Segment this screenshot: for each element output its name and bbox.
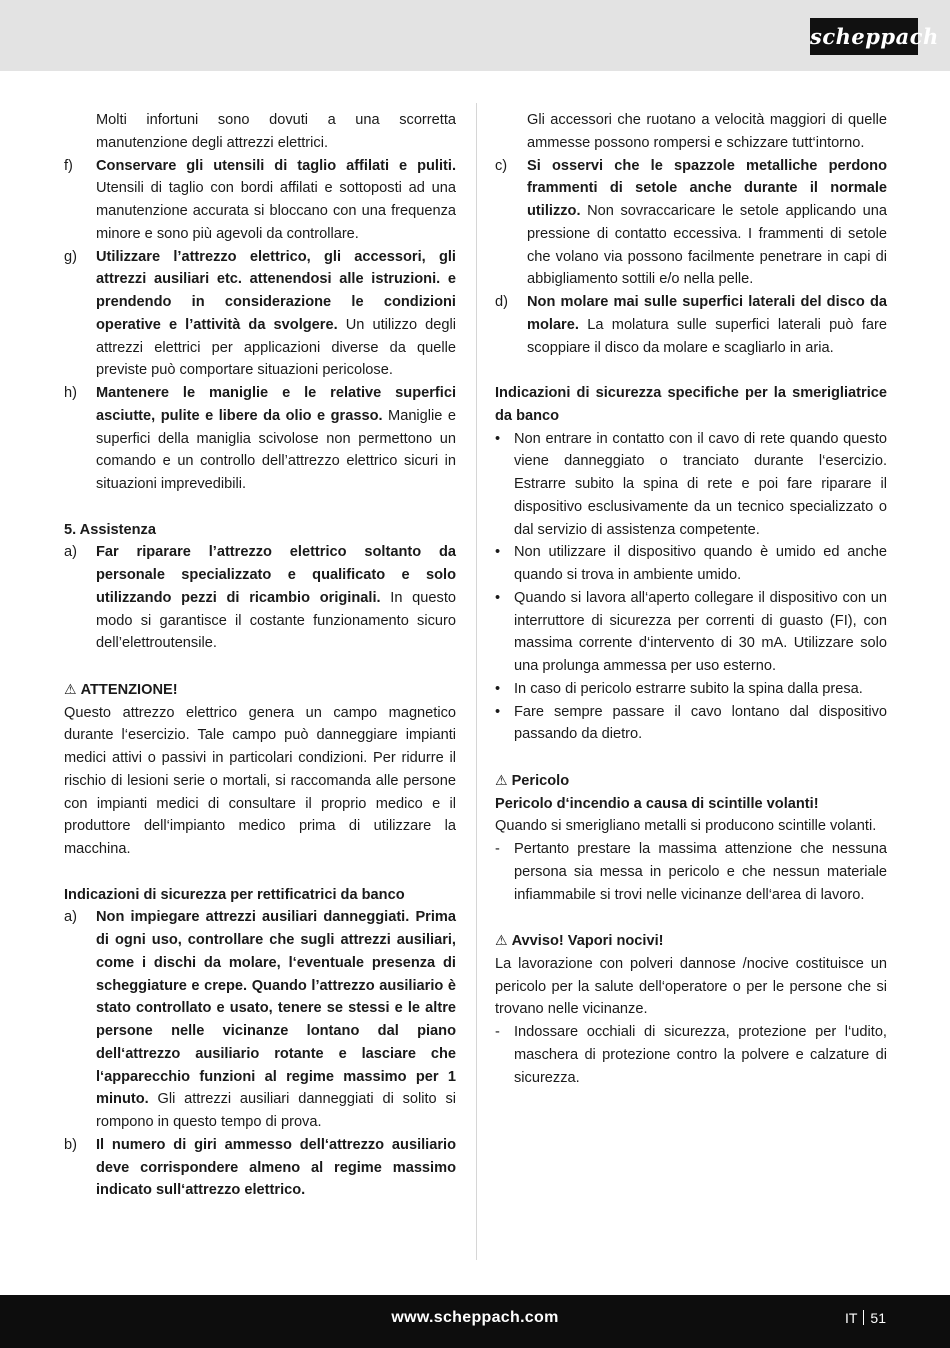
dash-marker: - — [495, 841, 500, 857]
website-link[interactable]: www.scheppach.com — [391, 1309, 559, 1326]
warning-icon: ⚠ — [64, 680, 77, 697]
subheading-text: Pericolo d‘incendio a causa di scintille volanti! — [495, 795, 819, 812]
item-marker: d) — [495, 294, 508, 310]
list-item-f — [64, 155, 456, 246]
dash-text: Indossare occhiali di sicurezza, protezione per l‘udito, maschera di protezione contro la polvere e calzature di sicurezza. — [514, 1024, 887, 1086]
list-item-c — [495, 155, 887, 292]
item-bold-text: Il numero di giri ammesso dell‘attrezzo ausiliario deve corrispondere almeno al regime massimo indicato sull‘attrezzo elettrico. — [96, 1136, 456, 1199]
item-text: Utensili di taglio con bordi affilati e sottoposti ad una manutenzione accurata si bloccano con una frequenza minore e sono più agevoli da controllare. — [96, 180, 456, 242]
section-heading-assistenza — [64, 519, 456, 542]
bench-heading — [64, 884, 456, 907]
attention-text: Questo attrezzo elettrico genera un campo magnetico durante l‘esercizio. Tale campo può danneggiare impianti medici attivi o passivi in particolari condizioni. Per ridurre il rischio di lesioni serie o mortali, si raccomanda alle persone con impianti medici di consultare il proprio medico e il produttore dell‘impianto medico prima di utilizzare la macchina. — [64, 704, 456, 857]
item-text: Maniglie e superfici della maniglia scivolose non permettono un comando e un controllo dell’attrezzo elettrico sicuri in situazioni imprevedibili. — [96, 407, 456, 492]
item-bold-text: Utilizzare l’attrezzo elettrico, gli accessori, gli attrezzi ausiliari etc. attenendosi alle istruzioni. e prendendo in considerazione le condizioni operative e l’attività da svolgere. — [96, 248, 456, 333]
item-bold-text: Conservare gli utensili di taglio affilati e puliti. — [96, 157, 456, 174]
grinder-heading — [495, 382, 887, 428]
bullet-item — [495, 428, 887, 542]
dash-marker: - — [495, 1024, 500, 1040]
intro-text: Molti infortuni sono dovuti a una scorretta manutenzione degli attrezzi elettrici. — [96, 112, 456, 151]
item-marker: a) — [64, 909, 77, 926]
bullet-dot: • — [495, 680, 501, 697]
item-bold-text: Si osservi che le spazzole metalliche perdono frammenti di setole anche durante il normale utilizzo. — [527, 157, 887, 219]
item-bold-text: Non molare mai sulle superfici laterali del disco da molare. — [527, 294, 887, 333]
item-marker: b) — [64, 1136, 77, 1153]
heading-text: 5. Assistenza — [64, 521, 156, 538]
bullet-item — [495, 701, 887, 747]
list-item-g — [64, 246, 456, 383]
danger-text: Quando si smerigliano metalli si producono scintille volanti. — [495, 818, 877, 835]
column-divider — [476, 103, 477, 1260]
item-marker: c) — [495, 157, 508, 174]
dash-text: Pertanto prestare la massima attenzione che nessuna persona sia messa in pericolo e che nessun materiale infiammabile si trovi nelle vicinanze dell‘area di lavoro. — [514, 841, 887, 903]
bullet-text: Fare sempre passare il cavo lontano dal dispositivo passando da dietro. — [514, 703, 887, 743]
item-text: Un utilizzo degli attrezzi elettrici per applicazioni diverse da quelle previste può comportare situazioni pericolose. — [96, 316, 457, 379]
list-item-b — [64, 1134, 456, 1202]
header-band — [0, 0, 950, 71]
item-text: Gli attrezzi ausiliari danneggiati di solito si rompono in questo tempo di prova. — [96, 1091, 456, 1130]
heading-text: Pericolo — [511, 772, 570, 789]
bullet-text: In caso di pericolo estrarre subito la spina dalla presa. — [514, 680, 863, 697]
heading-text: ATTENZIONE! — [80, 681, 178, 698]
list-item-h — [64, 382, 456, 496]
attention-heading — [64, 678, 456, 702]
item-marker: f) — [64, 157, 73, 174]
bullet-dot: • — [495, 589, 501, 606]
item-bold-text: Mantenere le maniglie e le relative superfici asciutte, pulite e libere da olio e grasso. — [96, 385, 456, 424]
danger-subheading — [495, 793, 887, 816]
right-column — [495, 109, 887, 1089]
bullet-item — [495, 541, 887, 587]
item-marker: h) — [64, 385, 77, 401]
bullet-text: Quando si lavora all‘aperto collegare il dispositivo con un interruttore di sicurezza per correnti di guasto (FI), con massima corrente d‘intervento di 30 mA. Utilizzare solo una prolunga ammessa per uso esterno. — [514, 589, 887, 674]
bullet-dot: • — [495, 544, 501, 561]
bullet-dot: • — [495, 430, 501, 447]
page-number: 51 — [870, 1310, 886, 1326]
bullet-dot: • — [495, 703, 501, 720]
item-bold-text: Non impiegare attrezzi ausiliari danneggiati. Prima di ogni uso, controllare che sugli attrezzi ausiliari, come i dischi da molare, l‘eventuale presenza di scheggiature e crepe. Quando l’attrezzo ausiliario è stato controllato e usato, tenere se stessi e le altre persone nelle vicinanze lontano dal piano dell‘attrezzo ausiliario rotante e lasciare che l‘apparecchio funzioni al regime massimo per 1 minuto. — [96, 909, 456, 1108]
heading-text: Avviso! Vapori nocivi! — [511, 933, 664, 949]
bullet-text: Non utilizzare il dispositivo quando è umido ed anche quando si trova in ambiente umido. — [514, 544, 887, 583]
heading-text: Indicazioni di sicurezza per rettificatrici da banco — [64, 886, 405, 903]
left-column — [64, 109, 456, 1202]
bullet-text: Non entrare in contatto con il cavo di rete quando questo viene danneggiato o tranciato durante l‘esercizio. Estrarre subito la spina di rete e poi fare riparare il dispositivo esclusivamente da un tecnico specializzato o dal servizio di assistenza competente. — [514, 430, 887, 538]
footer-bar — [0, 1295, 950, 1348]
language-code: IT — [844, 1310, 858, 1326]
dash-item — [495, 838, 887, 906]
scheppach-logo: scheppach — [810, 18, 918, 55]
list-item-a — [64, 906, 456, 1134]
dash-item — [495, 1021, 887, 1089]
item-marker: a) — [64, 544, 77, 561]
item-text: Non sovraccaricare le setole applicando una pressione di contatto eccessiva. I frammenti di setole che volano via possono facilmente penetrare in capi di abbigliamento sottili e/o nella pelle. — [527, 203, 887, 288]
page-indicator — [845, 1310, 886, 1326]
vapors-text: La lavorazione con polveri dannose /nocive costituisce un pericolo per la salute dell‘operatore o per le persone che si trovano nelle vicinanze. — [495, 955, 887, 1018]
bullet-item — [495, 678, 887, 701]
warning-icon: ⚠ — [495, 932, 508, 948]
item-bold-text: Far riparare l’attrezzo elettrico soltanto da personale specializzato e qualificato e solo utilizzando pezzi di ricambio originali. — [96, 544, 456, 606]
heading-text: Indicazioni di sicurezza specifiche per la smerigliatrice da banco — [495, 385, 887, 424]
warning-icon: ⚠ — [495, 771, 508, 788]
item-text: La molatura sulle superfici laterali può fare scoppiare il disco da molare e scagliarlo in aria. — [527, 316, 887, 356]
list-item-d — [495, 291, 887, 359]
danger-heading — [495, 769, 887, 793]
intro-text: Gli accessori che ruotano a velocità maggiori di quelle ammesse possono rompersi e schizzare tutt‘intorno. — [527, 112, 887, 151]
item-text: In questo modo si garantisce il costante funzionamento sicuro dell’elettroutensile. — [96, 589, 456, 652]
bullet-item — [495, 587, 887, 678]
item-marker: g) — [64, 248, 77, 265]
vapors-heading — [495, 929, 887, 953]
page-separator — [863, 1310, 864, 1325]
list-item-a — [64, 541, 456, 655]
